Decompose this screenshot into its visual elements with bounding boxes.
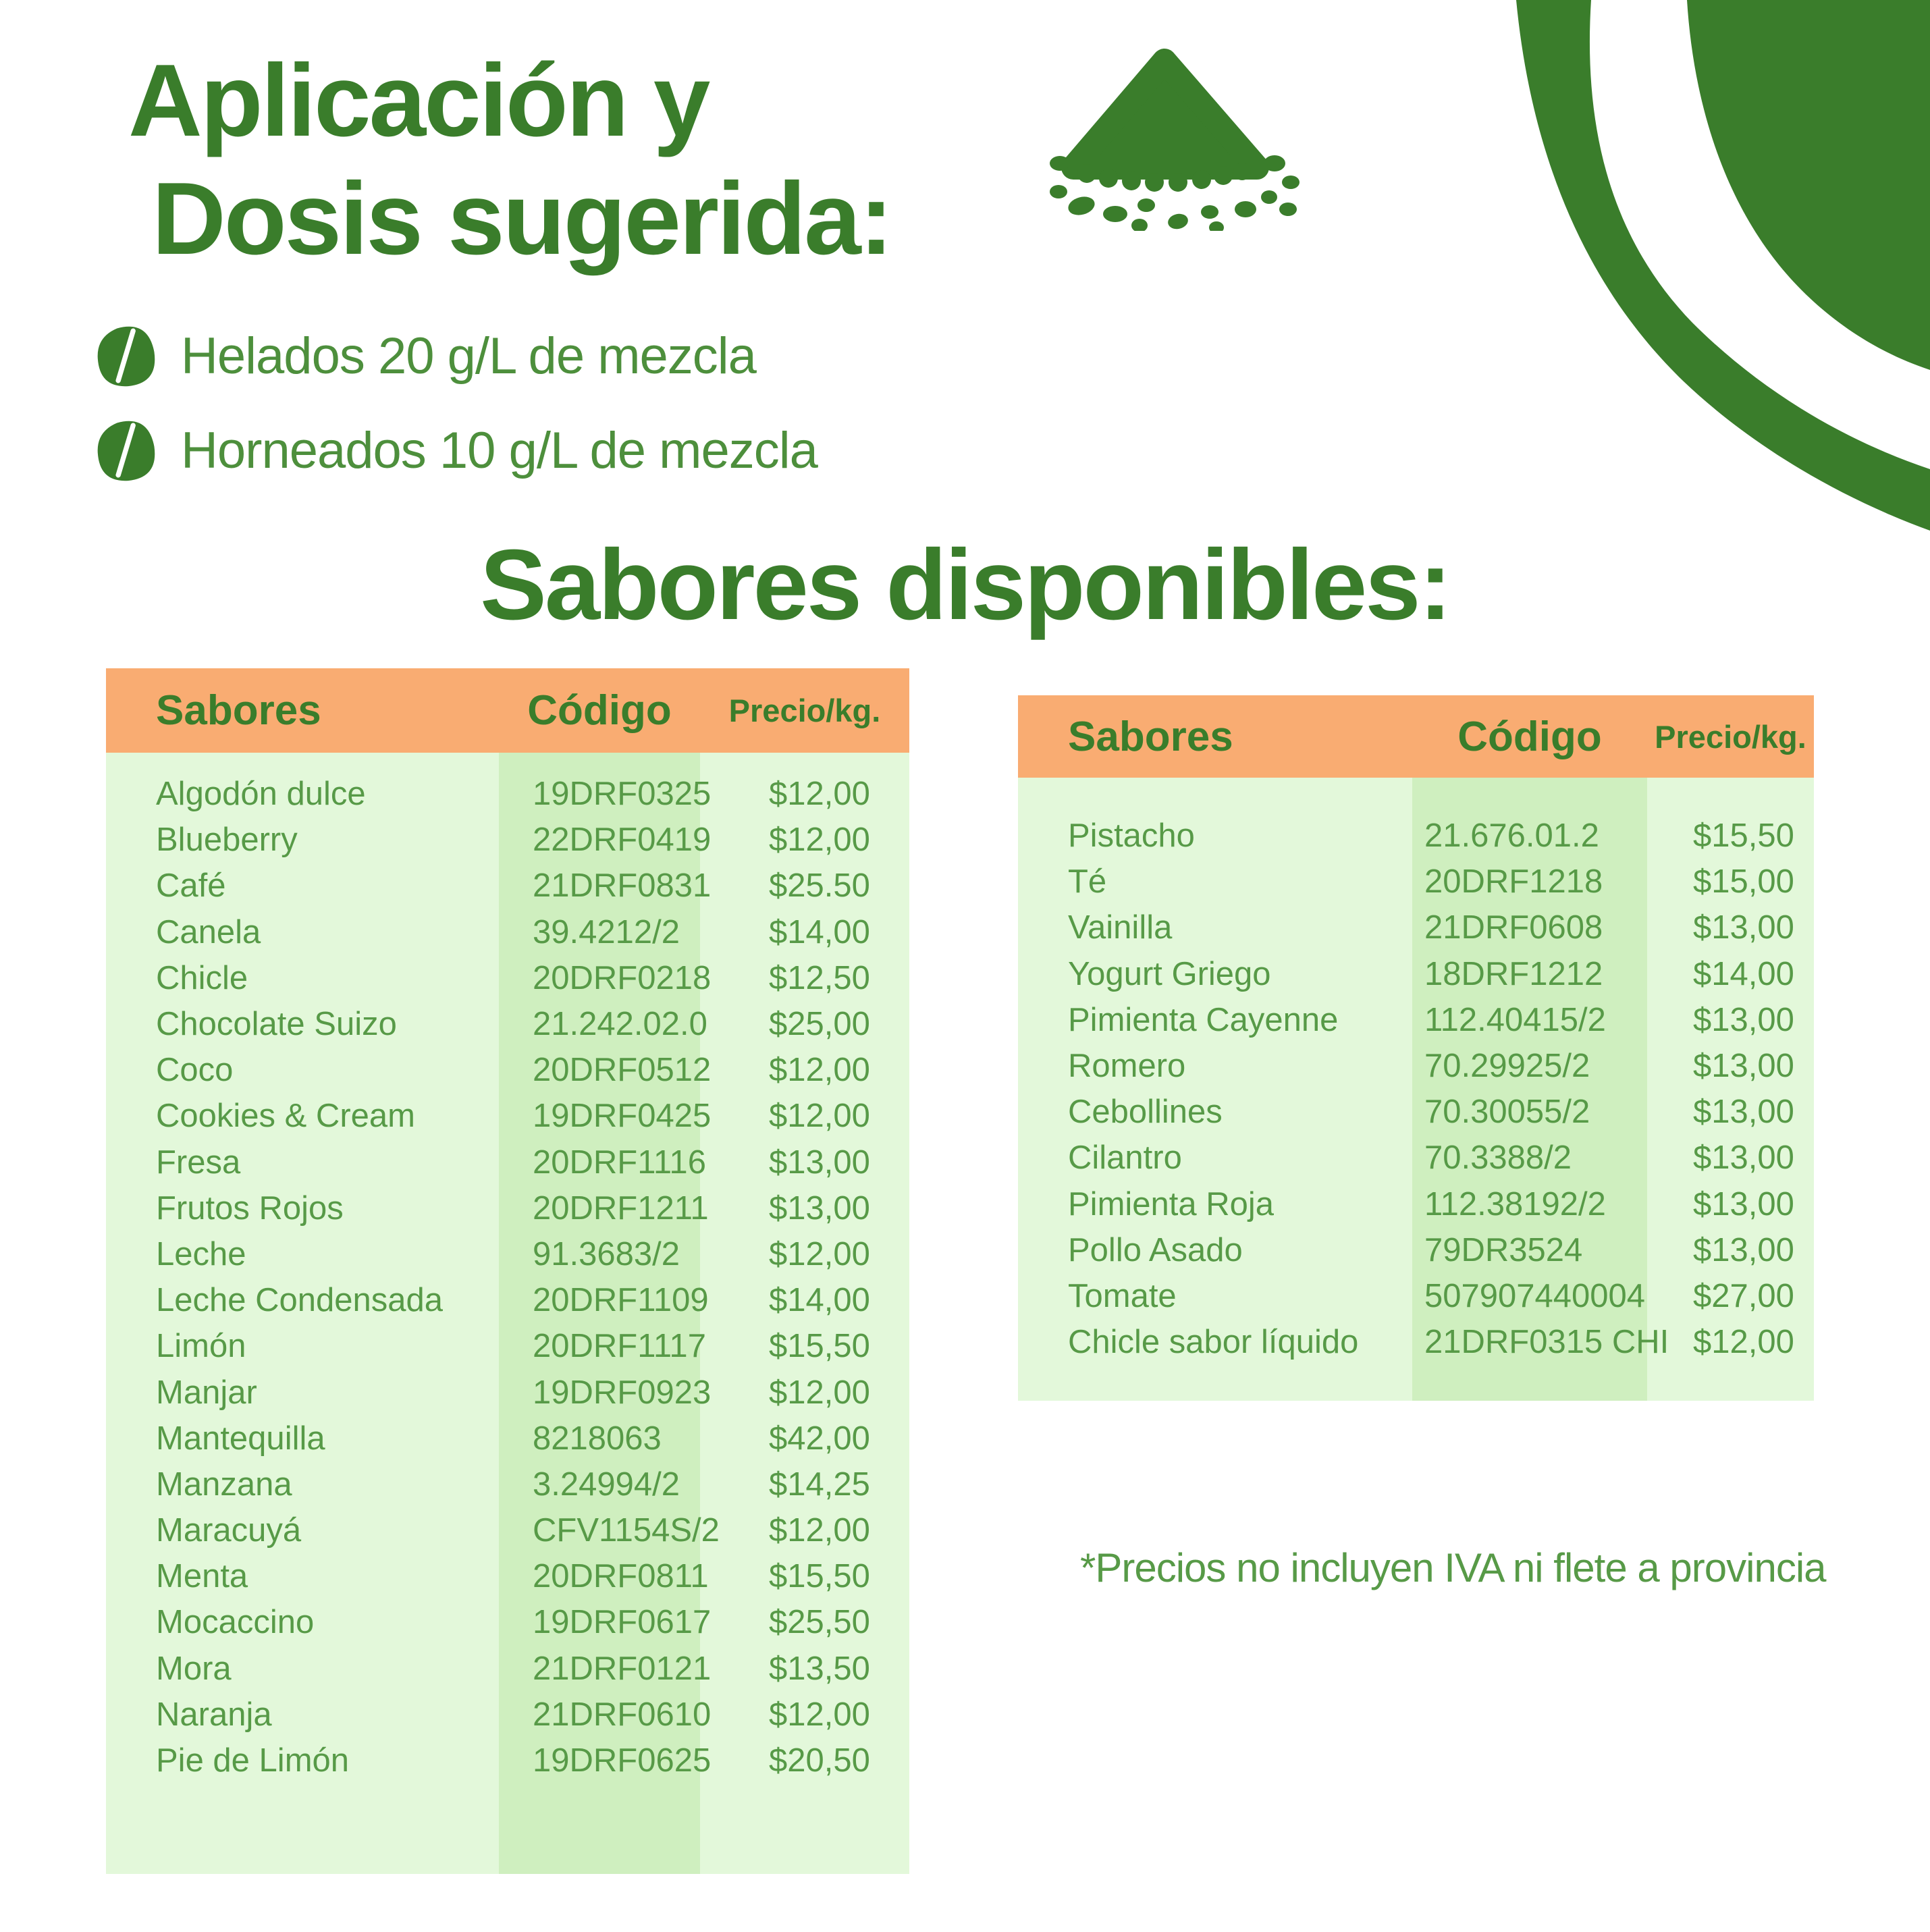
table-row (1018, 859, 1814, 905)
table-row (106, 1047, 909, 1093)
column-header-sabores: Sabores (1068, 713, 1233, 760)
table-row (106, 1231, 909, 1277)
cell-precio: $13,00 (1693, 1001, 1794, 1038)
cell-sabor: Coco (156, 1052, 234, 1089)
table-header (1018, 695, 1814, 778)
cell-sabor: Chicle sabor líquido (1068, 1324, 1359, 1361)
cell-precio: $14,00 (769, 913, 870, 950)
leaf-icon (96, 323, 158, 389)
cell-precio: $25,00 (769, 1006, 870, 1043)
table-row (1018, 1089, 1814, 1135)
table-row (106, 1369, 909, 1415)
flavor-table-left (106, 668, 909, 1874)
table-row (106, 1692, 909, 1738)
cell-precio: $15,00 (1693, 863, 1794, 901)
cell-precio: $12,00 (769, 1512, 870, 1549)
cell-precio: $13,00 (1693, 909, 1794, 946)
table-body (106, 753, 909, 1874)
cell-precio: $15,50 (1693, 817, 1794, 855)
cell-precio: $12,00 (769, 822, 870, 859)
cell-sabor: Menta (156, 1558, 248, 1595)
page-title (128, 42, 891, 278)
table-row (106, 1001, 909, 1047)
column-header-precio: Precio/kg. (728, 693, 881, 728)
table-row (106, 1461, 909, 1507)
cell-precio: $13,00 (1693, 1048, 1794, 1085)
cell-precio: $13,00 (1693, 1231, 1794, 1268)
cell-precio: $25,50 (769, 1604, 870, 1641)
cell-sabor: Manjar (156, 1374, 257, 1411)
cell-precio: $12,50 (769, 959, 870, 996)
cell-precio: $20,50 (769, 1742, 870, 1779)
cell-sabor: Naranja (156, 1696, 272, 1733)
cell-codigo: 21DRF0608 (1424, 909, 1603, 946)
cell-codigo: 19DRF0425 (533, 1098, 712, 1135)
cell-precio: $25.50 (769, 867, 870, 905)
cell-precio: $13,00 (769, 1144, 870, 1181)
column-header-precio: Precio/kg. (1655, 718, 1806, 755)
cell-codigo: 112.38192/2 (1424, 1185, 1606, 1223)
cell-sabor: Mocaccino (156, 1604, 315, 1641)
cell-codigo: 20DRF1117 (533, 1328, 706, 1365)
cell-sabor: Blueberry (156, 822, 298, 859)
table-row (106, 1553, 909, 1599)
heart-swoosh-decoration (1484, 0, 1930, 540)
page-title-line1: Aplicación y (128, 43, 709, 158)
cell-precio: $13,00 (1693, 1185, 1794, 1223)
cell-codigo: 20DRF0512 (533, 1052, 712, 1089)
cell-codigo: 19DRF0625 (533, 1742, 712, 1779)
cell-codigo: 20DRF1218 (1424, 863, 1603, 901)
cell-sabor: Algodón dulce (156, 776, 366, 813)
cell-codigo: 70.30055/2 (1424, 1094, 1590, 1131)
cell-sabor: Romero (1068, 1048, 1186, 1085)
cell-codigo: 8218063 (533, 1420, 662, 1457)
cell-codigo: 18DRF1212 (1424, 955, 1603, 992)
cell-sabor: Cookies & Cream (156, 1098, 415, 1135)
cell-precio: $12,00 (769, 1052, 870, 1089)
cell-codigo: 21DRF0610 (533, 1696, 712, 1733)
table-row (106, 1277, 909, 1323)
table-row (106, 1507, 909, 1553)
cell-precio: $13,00 (1693, 1139, 1794, 1177)
bullet-label: Horneados 10 g/L de mezcla (181, 421, 817, 479)
table-row (106, 1323, 909, 1369)
cell-precio: $14,25 (769, 1466, 870, 1503)
table-row (106, 863, 909, 909)
cell-precio: $15,50 (769, 1558, 870, 1595)
cell-codigo: 22DRF0419 (533, 822, 712, 859)
cell-codigo: 21DRF0121 (533, 1650, 712, 1687)
cell-precio: $15,50 (769, 1328, 870, 1365)
cell-codigo: 19DRF0617 (533, 1604, 712, 1641)
cell-codigo: 70.3388/2 (1424, 1139, 1572, 1177)
cell-sabor: Chicle (156, 959, 248, 996)
cell-codigo: 507907440004 (1424, 1277, 1646, 1314)
cell-sabor: Leche Condensada (156, 1282, 444, 1319)
table-row (106, 1139, 909, 1185)
cell-precio: $27,00 (1693, 1277, 1794, 1314)
cell-sabor: Canela (156, 913, 261, 950)
table-row (106, 1738, 909, 1783)
dosage-bullet-helados (96, 323, 817, 389)
table-row (106, 817, 909, 863)
cell-sabor: Pie de Limón (156, 1742, 350, 1779)
table-row (106, 909, 909, 955)
cell-precio: $12,00 (769, 1374, 870, 1411)
cell-sabor: Cilantro (1068, 1139, 1182, 1177)
cell-codigo: 70.29925/2 (1424, 1048, 1590, 1085)
cell-codigo: 21DRF0831 (533, 867, 712, 905)
powder-pile-icon (1040, 35, 1310, 231)
table-row (106, 1599, 909, 1645)
cell-sabor: Yogurt Griego (1068, 955, 1271, 992)
cell-sabor: Limón (156, 1328, 246, 1365)
section-title: Sabores disponibles: (480, 529, 1450, 641)
table-row (1018, 1319, 1814, 1365)
cell-precio: $13,50 (769, 1650, 870, 1687)
table-row (1018, 951, 1814, 997)
table-row (1018, 1227, 1814, 1273)
dosage-bullet-horneados (96, 417, 817, 483)
cell-codigo: 21.242.02.0 (533, 1006, 707, 1043)
cell-sabor: Manzana (156, 1466, 292, 1503)
cell-sabor: Pollo Asado (1068, 1231, 1243, 1268)
table-row (106, 1185, 909, 1231)
table-row (1018, 1273, 1814, 1319)
cell-sabor: Té (1068, 863, 1107, 901)
cell-precio: $12,00 (769, 776, 870, 813)
cell-codigo: CFV1154S/2 (533, 1512, 720, 1549)
cell-codigo: 21DRF0315 CHI (1424, 1324, 1669, 1361)
cell-precio: $12,00 (1693, 1324, 1794, 1361)
cell-codigo: 20DRF1116 (533, 1144, 706, 1181)
cell-sabor: Maracuyá (156, 1512, 302, 1549)
cell-precio: $14,00 (769, 1282, 870, 1319)
leaf-icon (96, 417, 158, 483)
cell-sabor: Vainilla (1068, 909, 1173, 946)
cell-codigo: 19DRF0325 (533, 776, 712, 813)
cell-precio: $13,00 (1693, 1094, 1794, 1131)
column-header-sabores: Sabores (156, 687, 321, 734)
bullet-label: Helados 20 g/L de mezcla (181, 327, 756, 385)
table-row (1018, 1043, 1814, 1089)
cell-sabor: Leche (156, 1235, 246, 1272)
cell-codigo: 79DR3524 (1424, 1231, 1583, 1268)
price-footnote: *Precios no incluyen IVA ni flete a provincia (1080, 1545, 1826, 1590)
table-row (106, 1416, 909, 1461)
table-row (1018, 905, 1814, 950)
page-title-line2: Dosis sugerida: (152, 161, 892, 276)
cell-codigo: 19DRF0923 (533, 1374, 712, 1411)
column-header-codigo: Código (1457, 713, 1602, 760)
cell-sabor: Pimienta Cayenne (1068, 1001, 1339, 1038)
table-row (106, 1646, 909, 1692)
cell-codigo: 20DRF1109 (533, 1282, 709, 1319)
flavor-table-right (1018, 695, 1814, 1401)
dosage-bullet-list (96, 323, 817, 483)
table-body (1018, 778, 1814, 1401)
cell-sabor: Frutos Rojos (156, 1189, 344, 1227)
cell-sabor: Fresa (156, 1144, 241, 1181)
cell-sabor: Mora (156, 1650, 232, 1687)
cell-precio: $12,00 (769, 1098, 870, 1135)
cell-sabor: Pimienta Roja (1068, 1185, 1275, 1223)
cell-sabor: Chocolate Suizo (156, 1006, 397, 1043)
table-row (106, 1093, 909, 1139)
cell-precio: $42,00 (769, 1420, 870, 1457)
cell-precio: $13,00 (769, 1189, 870, 1227)
cell-sabor: Café (156, 867, 226, 905)
cell-codigo: 39.4212/2 (533, 913, 680, 950)
cell-codigo: 20DRF0218 (533, 959, 712, 996)
cell-precio: $14,00 (1693, 955, 1794, 992)
cell-codigo: 3.24994/2 (533, 1466, 680, 1503)
cell-codigo: 20DRF1211 (533, 1189, 709, 1227)
cell-codigo: 21.676.01.2 (1424, 817, 1599, 855)
table-row (1018, 997, 1814, 1043)
table-row (106, 771, 909, 817)
table-header (106, 668, 909, 753)
table-row (1018, 813, 1814, 859)
cell-sabor: Mantequilla (156, 1420, 325, 1457)
cell-codigo: 112.40415/2 (1424, 1001, 1606, 1038)
cell-codigo: 91.3683/2 (533, 1235, 680, 1272)
cell-codigo: 20DRF0811 (533, 1558, 709, 1595)
cell-precio: $12,00 (769, 1696, 870, 1733)
cell-sabor: Pistacho (1068, 817, 1195, 855)
table-row (1018, 1135, 1814, 1181)
cell-precio: $12,00 (769, 1235, 870, 1272)
table-row (106, 955, 909, 1001)
table-row (1018, 1181, 1814, 1227)
cell-sabor: Tomate (1068, 1277, 1177, 1314)
column-header-codigo: Código (527, 687, 672, 734)
cell-sabor: Cebollines (1068, 1094, 1223, 1131)
